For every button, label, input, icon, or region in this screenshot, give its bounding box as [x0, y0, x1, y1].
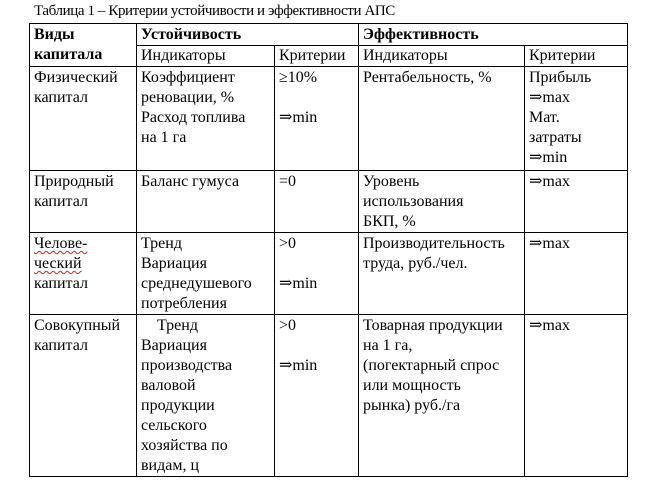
row-physical-e-indicators: Рентабельность, %	[359, 67, 525, 171]
subheader-indicators-1: Индикаторы	[137, 46, 275, 67]
row-human-s-criteria: >0 ⇒min	[275, 233, 359, 315]
row-total-e-criteria: ⇒max	[525, 315, 628, 477]
row-total-s-indicators: Тренд Вариация производства валовой продукции сельского хозяйства по видам, ц	[137, 315, 275, 477]
row-physical-e-criteria: Прибыль ⇒max Мат. затраты ⇒min	[525, 67, 628, 171]
table-row	[30, 171, 628, 233]
table-row	[30, 315, 628, 477]
table-row	[30, 233, 628, 315]
header-kinds: Виды капитала	[30, 24, 137, 67]
row-natural-e-criteria: ⇒max	[525, 171, 628, 233]
row-natural-s-criteria: =0	[275, 171, 359, 233]
subheader-indicators-2: Индикаторы	[359, 46, 525, 67]
row-total-s-criteria: >0 ⇒min	[275, 315, 359, 477]
row-natural-e-indicators: Уровень использования БКП, %	[359, 171, 525, 233]
row-natural-s-indicators: Баланс гумуса	[137, 171, 275, 233]
row-human-e-indicators: Производительность труда, руб./чел.	[359, 233, 525, 315]
subheader-criteria-2: Критерии	[525, 46, 628, 67]
row-human-kind-line1: Челове-	[34, 235, 88, 252]
row-total-kind: Совокупный капитал	[30, 315, 137, 477]
row-physical-s-indicators: Коэффициент реновации, % Расход топлива на 1 га	[137, 67, 275, 171]
table-row	[30, 67, 628, 171]
row-human-kind	[30, 233, 137, 315]
row-human-kind-line3: капитал	[34, 275, 88, 292]
row-human-kind-line2: ческий	[34, 255, 82, 272]
row-total-e-indicators: Товарная продукции на 1 га, (погектарный спрос или мощность рынка) руб./га	[359, 315, 525, 477]
header-sustainability: Устойчивость	[137, 24, 359, 46]
row-human-e-criteria: ⇒max	[525, 233, 628, 315]
subheader-criteria-1: Критерии	[275, 46, 359, 67]
header-efficiency: Эффективность	[359, 24, 628, 46]
table-caption: Таблица 1 – Критерии устойчивости и эффективности АПС	[34, 3, 395, 19]
row-physical-s-criteria: ≥10% ⇒min	[275, 67, 359, 171]
row-human-s-indicators: Тренд Вариация среднедушевого потребления	[137, 233, 275, 315]
row-natural-kind: Природный капитал	[30, 171, 137, 233]
row-physical-kind: Физический капитал	[30, 67, 137, 171]
criteria-table	[29, 23, 628, 477]
